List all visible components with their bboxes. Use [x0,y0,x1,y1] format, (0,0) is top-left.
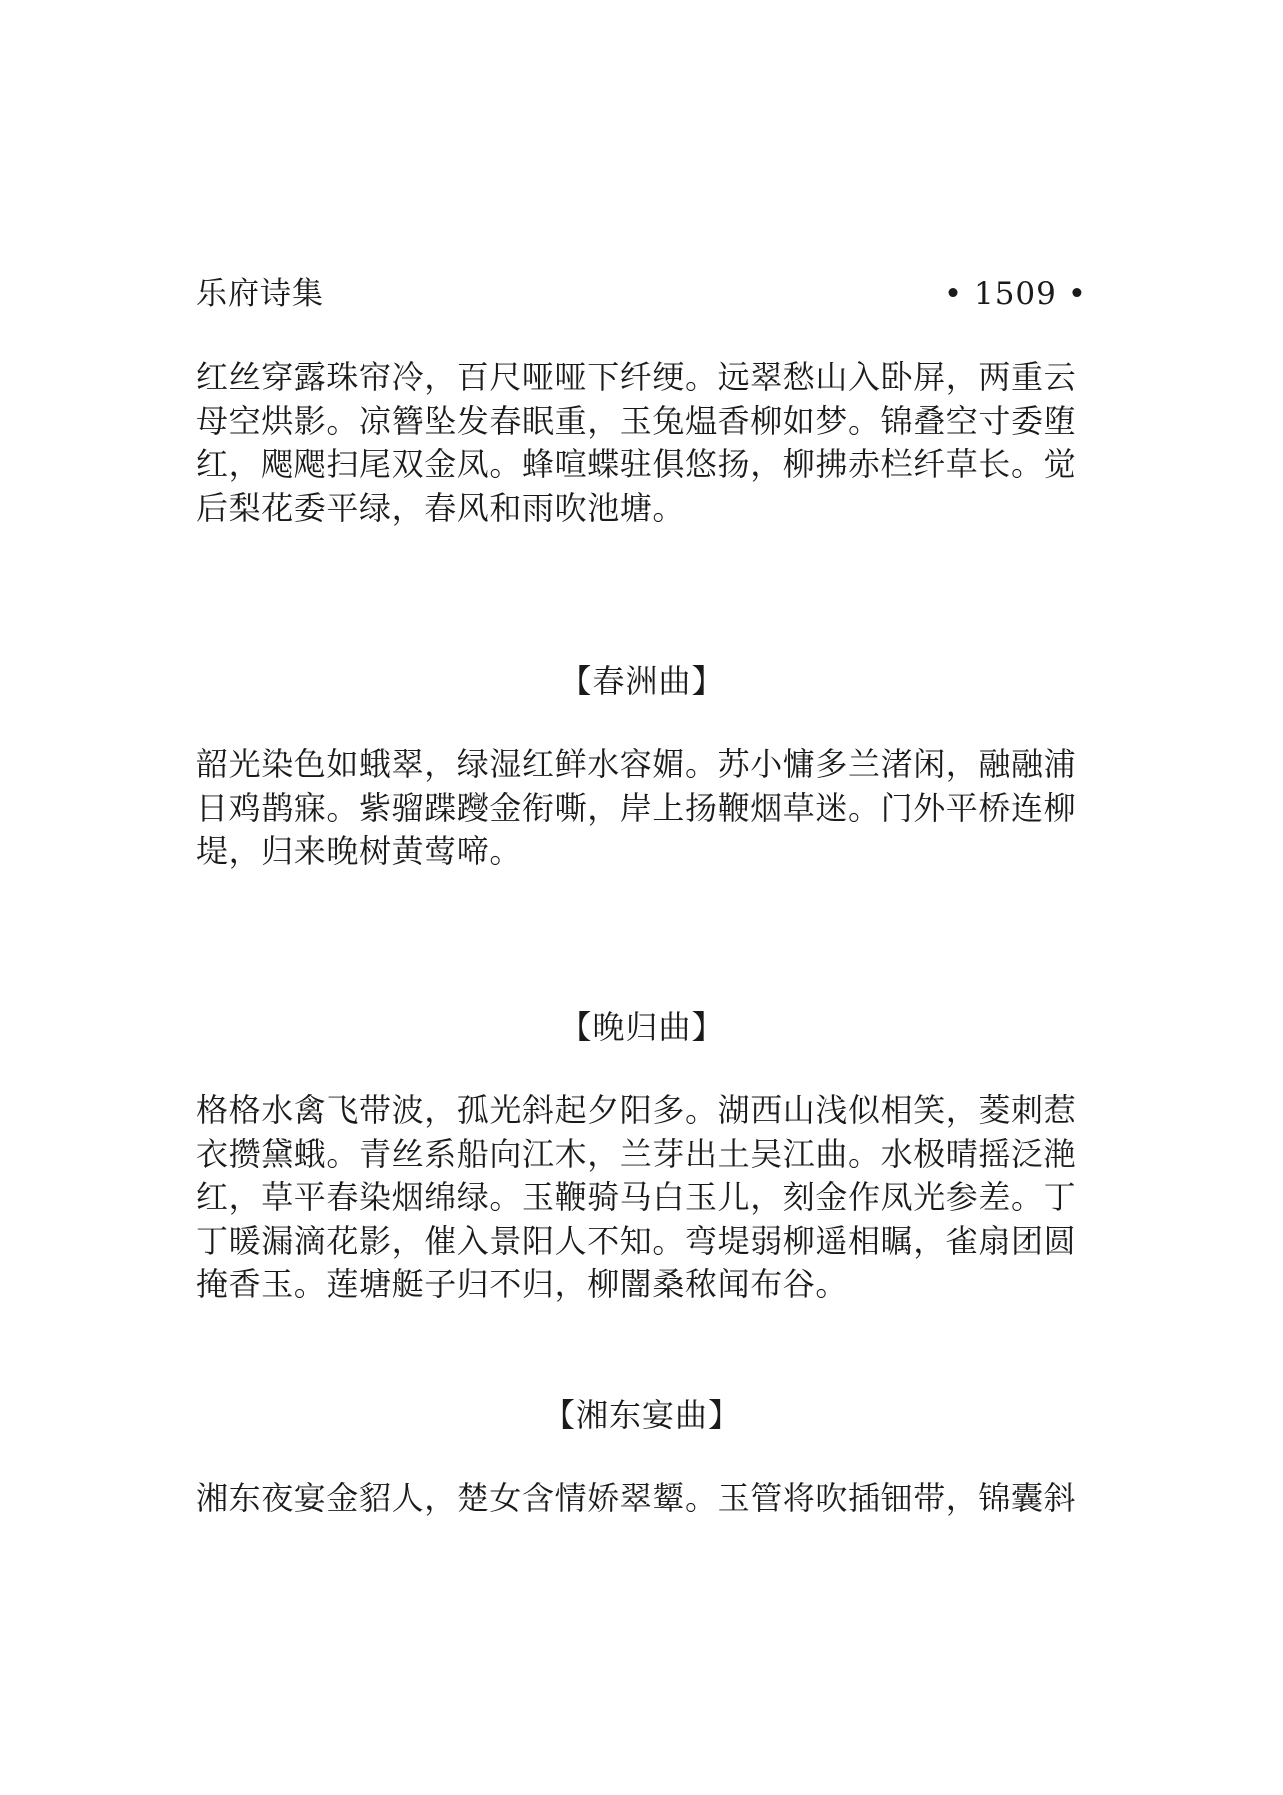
page-header [196,272,1087,316]
paragraph-continued-poem: 红丝穿露珠帘冷，百尺哑哑下纤绠。远翠愁山入卧屏，两重云 母空烘影。凉簪坠发春眠重，玉兔煴香柳如梦。锦叠空寸委堕 红，飔飔扫尾双金凤。蜂喧蝶驻俱悠扬，柳拂赤栏纤草长。觉 后梨花委平绿，春风和雨吹池塘。 [196,358,1077,527]
paragraph-wangui-qu: 格格水禽飞带波，孤光斜起夕阳多。湖西山浅似相笑，菱刺惹 衣攒黛蛾。青丝系船向江木，兰芽出土吴江曲。水极晴摇泛滟 红，草平春染烟绵绿。玉鞭骑马白玉儿，刻金作凤光参差。丁 丁暖漏滴花影，催入景阳人不知。弯堤弱柳遥相瞩，雀扇团圆 掩香玉。莲塘艇子归不归，柳闇桑秾闻布谷。 [196,1091,1077,1303]
paragraph-chunzhou-qu: 韶光染色如蛾翠，绿湿红鲜水容媚。苏小慵多兰渚闲，融融浦 日鸡鹊寐。紫骝蹀躞金衔嘶，岸上扬鞭烟草迷。门外平桥连柳 堤，归来晚树黄莺啼。 [196,745,1077,870]
paragraph-xiangdong-yanqu: 湘东夜宴金貂人，楚女含情娇翠颦。玉管将吹插钿带，锦囊斜 [196,1479,1077,1517]
book-title: 乐府诗集 [196,276,324,312]
section-title-wangui-qu: 【晚归曲】 [559,1008,725,1046]
page-number: • 1509 • [943,276,1087,312]
section-title-xiangdong-yanqu: 【湘东宴曲】 [542,1396,741,1434]
section-title-chunzhou-qu: 【春洲曲】 [559,662,725,700]
